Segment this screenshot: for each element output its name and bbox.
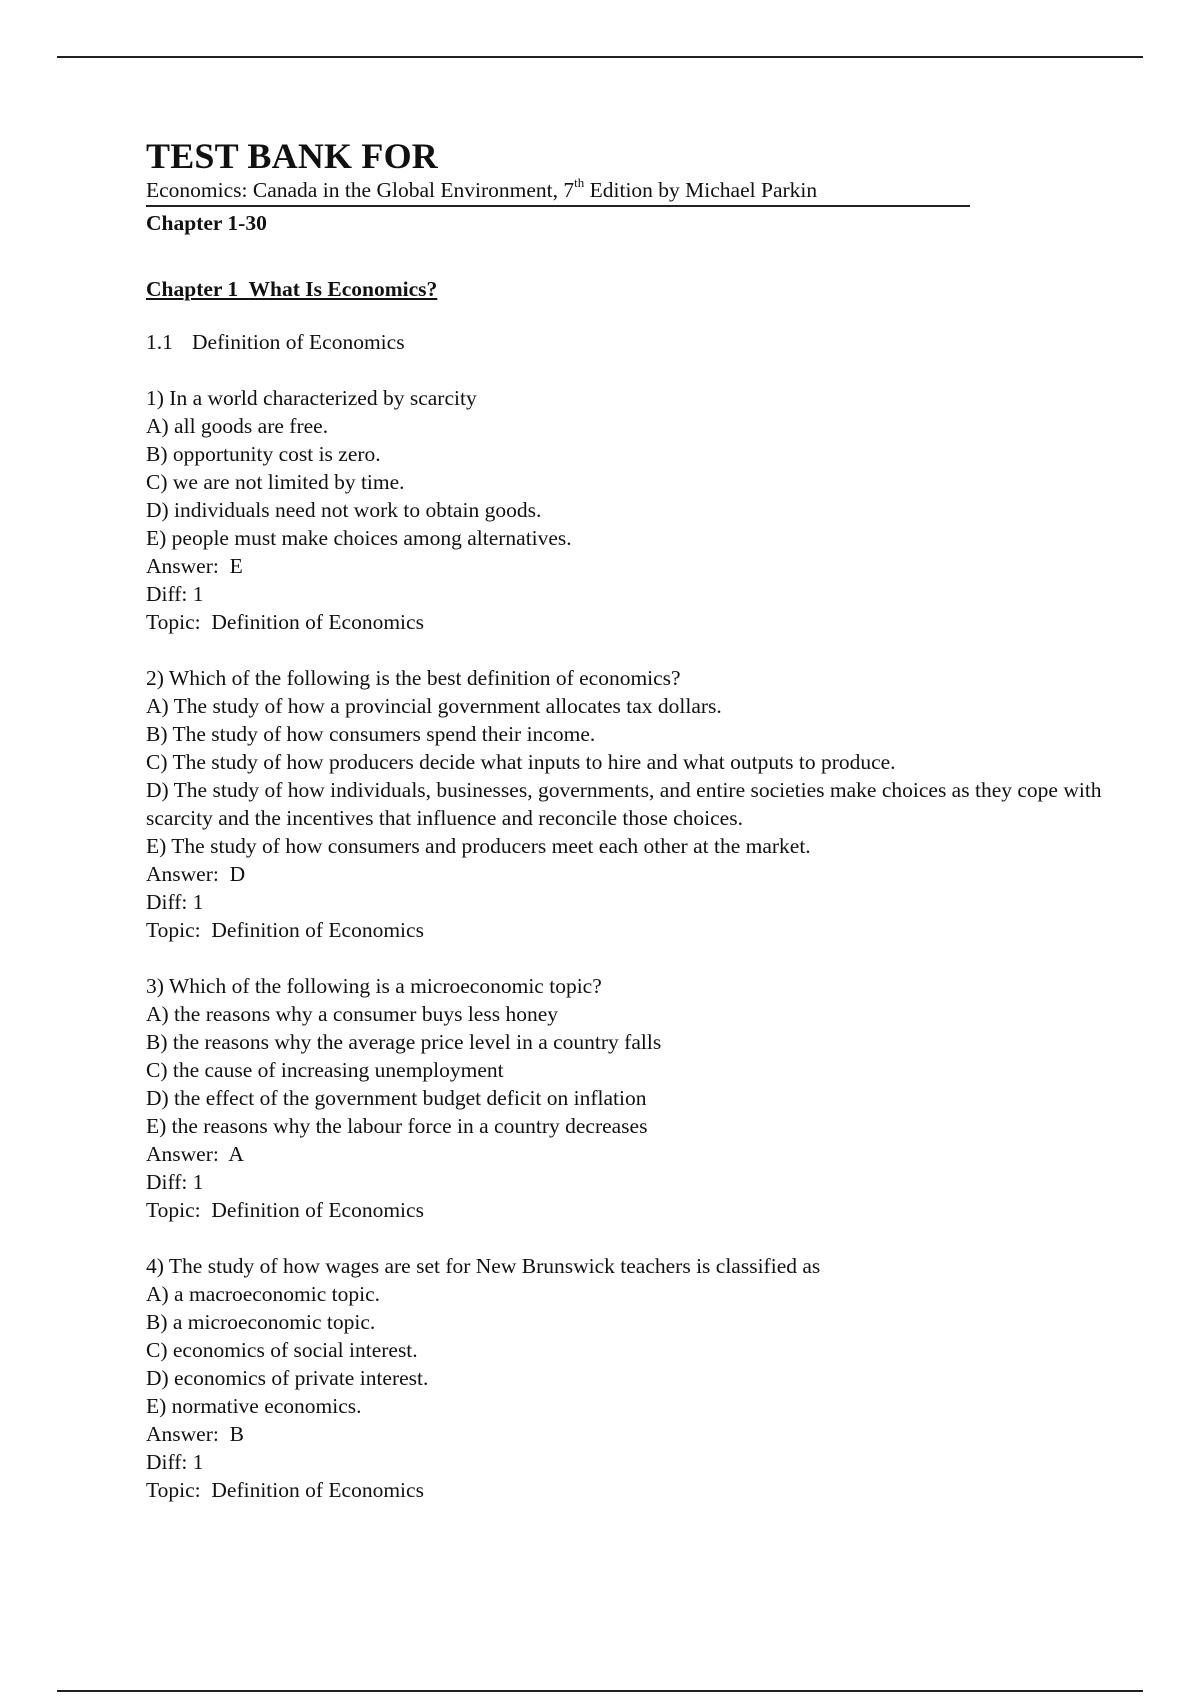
option-a: A) The study of how a provincial government allocates tax dollars. [146, 694, 722, 718]
difficulty-line: Diff: 1 [146, 1170, 204, 1194]
question-1 [146, 384, 1106, 636]
subtitle-author: Edition by Michael Parkin [584, 178, 818, 202]
section-number: 1.1 [146, 330, 173, 354]
option-a: A) a macroeconomic topic. [146, 1282, 381, 1306]
option-c: C) economics of social interest. [146, 1338, 418, 1362]
option-d: D) the effect of the government budget deficit on inflation [146, 1086, 647, 1110]
option-e: E) the reasons why the labour force in a country decreases [146, 1114, 648, 1138]
topic-line: Topic: Definition of Economics [146, 1198, 424, 1222]
option-a: A) the reasons why a consumer buys less honey [146, 1002, 558, 1026]
question-2 [146, 664, 1106, 944]
difficulty-line: Diff: 1 [146, 582, 204, 606]
difficulty-line: Diff: 1 [146, 890, 204, 914]
option-b: B) The study of how consumers spend their income. [146, 722, 596, 746]
option-e: E) The study of how consumers and producers meet each other at the market. [146, 834, 811, 858]
document-title: TEST BANK FOR [146, 136, 439, 176]
chapter-heading: Chapter 1 What Is Economics? [146, 277, 438, 301]
answer-line: Answer: A [146, 1142, 244, 1166]
option-b: B) opportunity cost is zero. [146, 442, 381, 466]
option-c: C) we are not limited by time. [146, 470, 405, 494]
question-stem: 1) In a world characterized by scarcity [146, 386, 477, 410]
option-d: D) individuals need not work to obtain goods. [146, 498, 542, 522]
option-a: A) all goods are free. [146, 414, 329, 438]
answer-line: Answer: E [146, 554, 243, 578]
option-d: D) economics of private interest. [146, 1366, 429, 1390]
answer-line: Answer: B [146, 1422, 244, 1446]
question-3 [146, 972, 1106, 1224]
question-stem: 4) The study of how wages are set for New Brunswick teachers is classified as [146, 1254, 821, 1278]
option-c: C) the cause of increasing unemployment [146, 1058, 504, 1082]
difficulty-line: Diff: 1 [146, 1450, 204, 1474]
book-subtitle [146, 176, 970, 207]
answer-line: Answer: D [146, 862, 246, 886]
option-b: B) a microeconomic topic. [146, 1310, 376, 1334]
topic-line: Topic: Definition of Economics [146, 610, 424, 634]
question-stem: 2) Which of the following is the best definition of economics? [146, 666, 681, 690]
edition-superscript: th [574, 174, 585, 190]
section-heading [146, 328, 1106, 356]
top-page-rule [57, 56, 1143, 58]
subtitle-text: Economics: Canada in the Global Environment, 7 [146, 178, 575, 202]
topic-line: Topic: Definition of Economics [146, 1478, 424, 1502]
option-e: E) people must make choices among alternatives. [146, 526, 572, 550]
option-d: D) The study of how individuals, businesses, governments, and entire societies make choices as they cope with scarcity and the incentives that influence and reconcile those choices. [146, 778, 1102, 830]
option-b: B) the reasons why the average price level in a country falls [146, 1030, 662, 1054]
question-4 [146, 1252, 1106, 1504]
question-stem: 3) Which of the following is a microeconomic topic? [146, 974, 602, 998]
document-content [146, 136, 1106, 1504]
topic-line: Topic: Definition of Economics [146, 918, 424, 942]
option-c: C) The study of how producers decide what inputs to hire and what outputs to produce. [146, 750, 896, 774]
bottom-page-rule [57, 1690, 1143, 1692]
chapter-range: Chapter 1-30 [146, 211, 267, 235]
section-title: Definition of Economics [192, 330, 405, 354]
option-e: E) normative economics. [146, 1394, 362, 1418]
